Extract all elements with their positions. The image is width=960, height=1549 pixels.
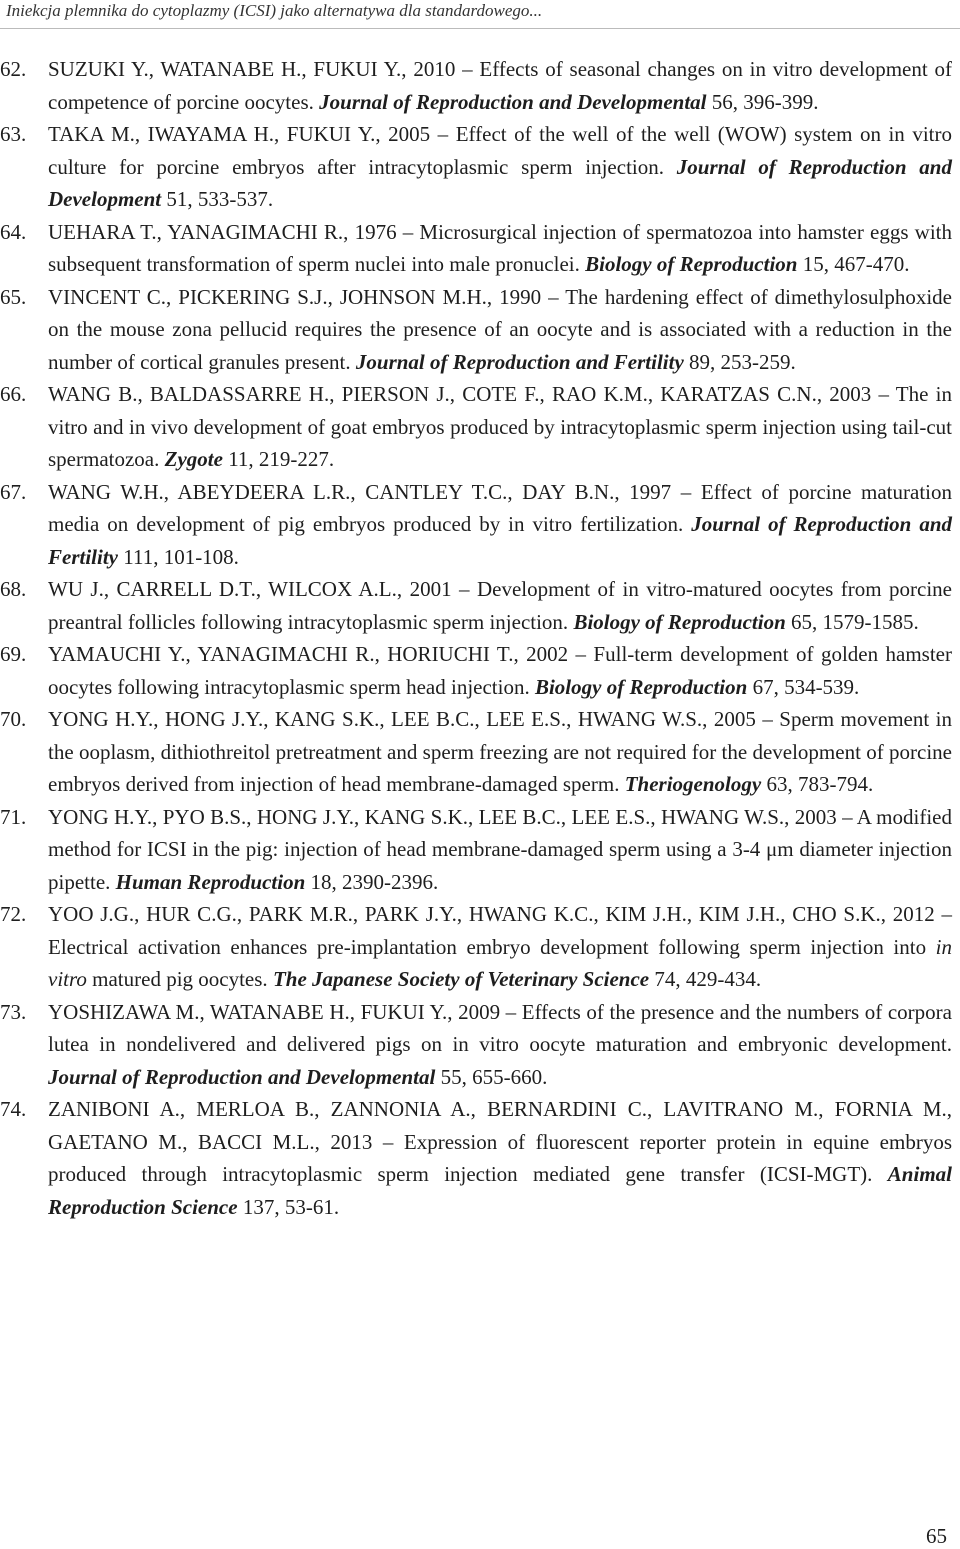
reference-authors-title: UEHARA T., YANAGIMACHI R., 1976 – Microsurgical injection of spermatozoa into hamster eggs with subsequent transformation of sperm nuclei into male pronuclei. [48, 219, 952, 276]
reference-item [0, 378, 960, 476]
reference-volume-pages: 74, 429-434. [649, 967, 762, 991]
reference-text [48, 996, 952, 1094]
reference-text [48, 573, 952, 638]
reference-number: 68. [0, 577, 27, 601]
reference-item [0, 898, 960, 996]
reference-authors-title: WANG W.H., ABEYDEERA L.R., CANTLEY T.C., DAY B.N., 1997 – Effect of porcine maturation media on development of pig embryos produced by in vitro fertilization. [48, 479, 952, 536]
reference-authors-title: YOSHIZAWA M., WATANABE H., FUKUI Y., 2009 – Effects of the presence and the numbers of corpora lutea in nondelivered and delivered pigs on in vitro oocyte maturation and embryonic development. [48, 999, 952, 1056]
reference-authors-title: YOO J.G., HUR C.G., PARK M.R., PARK J.Y., HWANG K.C., KIM J.H., KIM J.H., CHO S.K., 2012 – Electrical activation enhances pre-implantation embryo development following sperm injection into [48, 902, 952, 959]
reference-journal: The Japanese Society of Veterinary Science [272, 967, 650, 991]
reference-number: 72. [0, 902, 27, 926]
reference-authors-title: WANG B., BALDASSARRE H., PIERSON J., COTE F., RAO K.M., KARATZAS C.N., 2003 – The in vitro and in vivo development of goat embryos produced by intracytoplasmic sperm injection using tail-cut spermatozoa. [48, 382, 952, 471]
reference-text [48, 378, 952, 476]
reference-number: 62. [0, 57, 27, 81]
reference-authors-title: YONG H.Y., HONG J.Y., KANG S.K., LEE B.C., LEE E.S., HWANG W.S., 2005 – Sperm movement in the ooplasm, dithiothreitol pretreatment and sperm freezing are not required for the development of porcine embryos derived from injection of head membrane-damaged sperm. [48, 707, 952, 796]
reference-list [0, 53, 960, 1223]
reference-number: 73. [0, 999, 27, 1024]
reference-item [0, 573, 960, 638]
reference-volume-pages: 65, 1579-1585. [785, 609, 919, 634]
reference-journal: Journal of Reproduction and Developmental [319, 89, 707, 114]
reference-text [48, 638, 952, 703]
reference-text [48, 281, 952, 379]
reference-text [48, 801, 952, 899]
reference-item [0, 281, 960, 379]
reference-item [0, 118, 960, 216]
reference-volume-pages: 11, 219-227. [222, 447, 335, 471]
page-number: 65 [926, 1524, 947, 1548]
reference-journal: Theriogenology [624, 772, 762, 796]
reference-authors-title: WU J., CARRELL D.T., WILCOX A.L., 2001 – Development of in vitro-matured oocytes from porcine preantral follicles following intracytoplasmic sperm injection. [48, 577, 952, 634]
running-head: Iniekcja plemnika do cytoplazmy (ICSI) jako alternatywa dla standardowego... [6, 1, 543, 20]
reference-authors-title: SUZUKI Y., WATANABE H., FUKUI Y., 2010 – Effects of seasonal changes on in vitro development of competence of porcine oocytes. [48, 57, 952, 114]
reference-volume-pages: 67, 534-539. [747, 674, 860, 699]
reference-item [0, 476, 960, 574]
reference-authors-title: YONG H.Y., PYO B.S., HONG J.Y., KANG S.K., LEE B.C., LEE E.S., HWANG W.S., 2003 – A modified method for ICSI in the pig: injection of head membrane-damaged sperm using a 3-4 μm diameter injection pipette. [48, 804, 952, 894]
reference-number: 66. [0, 382, 27, 406]
reference-item [0, 801, 960, 899]
reference-journal: Journal of Reproduction and Developmental [48, 1064, 436, 1089]
reference-text [48, 216, 952, 281]
reference-authors-title: TAKA M., IWAYAMA H., FUKUI Y., 2005 – Effect of the well of the well (WOW) system on in vitro culture for porcine embryos after intracytoplasmic sperm injection. [48, 122, 952, 179]
reference-item [0, 1093, 960, 1223]
reference-item [0, 216, 960, 281]
reference-number: 64. [0, 219, 27, 244]
reference-volume-pages: 137, 53-61. [237, 1194, 340, 1219]
header-divider [0, 28, 960, 29]
reference-item [0, 53, 960, 118]
reference-number: 65. [0, 284, 27, 309]
reference-authors-title: ZANIBONI A., MERLOA B., ZANNONIA A., BERNARDINI C., LAVITRANO M., FORNIA M., GAETANO M., BACCI M.L., 2013 – Expression of fluorescent reporter protein in equine embryos produced through intracytoplasmic sperm injection mediated gene transfer (ICSI-MGT). [48, 1097, 952, 1186]
reference-title-continued: matured pig oocytes. [86, 967, 273, 991]
reference-item [0, 638, 960, 703]
reference-authors-title: VINCENT C., PICKERING S.J., JOHNSON M.H., 1990 – The hardening effect of dimethylosulphoxide on the mouse zona pellucid requires the presence of an oocyte and is associated with a reduction in the number of cortical granules present. [48, 284, 952, 374]
reference-volume-pages: 18, 2390-2396. [305, 869, 439, 894]
reference-journal: Human Reproduction [115, 869, 306, 894]
reference-volume-pages: 15, 467-470. [797, 252, 910, 276]
reference-volume-pages: 89, 253-259. [683, 349, 796, 374]
reference-item [0, 996, 960, 1094]
reference-journal: Biology of Reproduction [573, 609, 786, 634]
reference-text [48, 1093, 952, 1223]
reference-number: 71. [0, 804, 27, 829]
reference-text [48, 118, 952, 216]
reference-journal: Journal of Reproduction and Development [48, 154, 952, 211]
reference-volume-pages: 55, 655-660. [435, 1064, 548, 1089]
reference-text [48, 898, 952, 996]
reference-volume-pages: 63, 783-794. [761, 772, 874, 796]
reference-volume-pages: 111, 101-108. [118, 544, 239, 569]
reference-journal: Journal of Reproduction and Fertility [48, 512, 952, 569]
reference-journal: Animal Reproduction Science [48, 1162, 952, 1219]
reference-authors-title: YAMAUCHI Y., YANAGIMACHI R., HORIUCHI T., 2002 – Full-term development of golden hamster oocytes following intracytoplasmic sperm head injection. [48, 642, 952, 699]
reference-text [48, 703, 952, 801]
reference-number: 69. [0, 642, 27, 666]
reference-journal: Journal of Reproduction and Fertility [355, 349, 684, 374]
reference-number: 67. [0, 479, 27, 504]
reference-journal: Zygote [164, 447, 223, 471]
reference-volume-pages: 56, 396-399. [706, 89, 819, 114]
reference-text [48, 53, 952, 118]
reference-number: 63. [0, 122, 27, 146]
reference-number: 74. [0, 1097, 27, 1121]
reference-number: 70. [0, 707, 27, 731]
reference-journal: Biology of Reproduction [534, 674, 748, 699]
reference-volume-pages: 51, 533-537. [161, 187, 274, 211]
reference-journal: Biology of Reproduction [585, 252, 798, 276]
reference-item [0, 703, 960, 801]
reference-text [48, 476, 952, 574]
reference-italic-term: in vitro [48, 934, 952, 991]
